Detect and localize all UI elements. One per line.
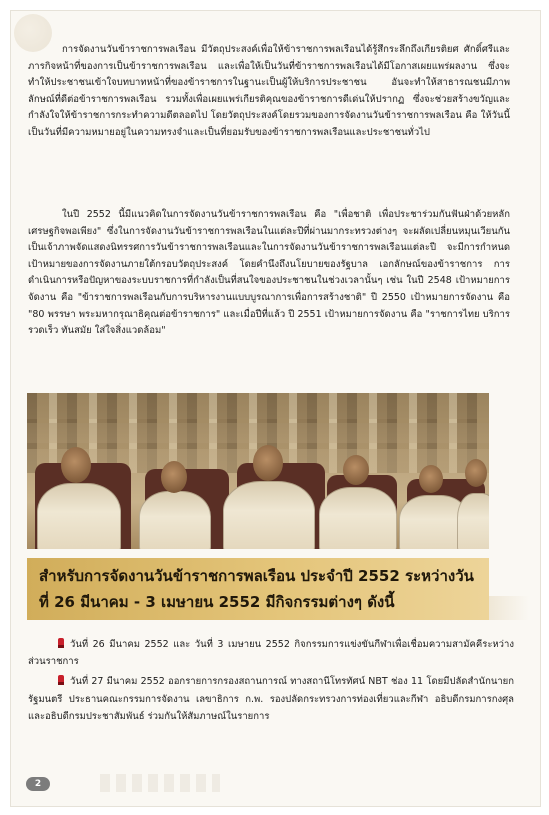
activities-banner bbox=[27, 558, 489, 620]
goals-paragraph: ในปี 2552 นี้มีแนวคิดในการจัดงานวันข้าราชการพลเรือน คือ "เพื่อชาติ เพื่อประชาร่วมกันฟันฝ่าด้วยหลักเศรษฐกิจพอเพียง" ซึ่งในการจัดงานวันข้าราชการพลเรือนในแต่ละปีที่ผ่านมากระทรวงต่างๆ จะผลัดเปลี่ยนหมุนเวียนกันเป็นเจ้าภาพจัดแสดงนิทรรศการวันข้าราชการพลเรือนและในการจัดงานวันข้าราชการพลเรือนแต่ละปี จะมีการกำหนดเป้าหมายของการจัดงานภายใต้กรอบวัตถุประสงค์ โดยคำนึงถึงนโยบายของรัฐบาล เอกลักษณ์ของข้าราชการ การดำเนินการหรือปัญหาของระบบราชการที่กำลังเป็นที่สนใจของประชาชนในช่วงเวลานั้นๆ เช่น ในปี 2548 เป้าหมายการจัดงาน คือ "ข้าราชการพลเรือนกับการบริหารงานแบบบูรณาการเพื่อการสร้างชาติ" ปี 2550 เป้าหมายการจัดงาน คือ "80 พรรษา พระมหากรุณาธิคุณต่อข้าราชการ" และเมื่อปีที่แล้ว ปี 2551 เป้าหมายการจัดงาน คือ "ราชการไทย บริการรวดเร็ว ทันสมัย ใส่ใจสิ่งแวดล้อม" bbox=[28, 209, 510, 337]
activities-list bbox=[28, 636, 514, 728]
intro-paragraph: การจัดงานวันข้าราชการพลเรือน มีวัตถุประสงค์เพื่อให้ข้าราชการพลเรือนได้รู้สึกระลึกถึงเกียรติยศ ศักดิ์ศรีและภารกิจหน้าที่ของการเป็นข้าราชการพลเรือน และเพื่อให้เป็นวันที่ข้าราชการพลเรือนได้มีโอกาสเผยแพร่ผลงาน ซึ่งจะทำให้ประชาชนเข้าใจบทบาทหน้าที่ของข้าราชการในฐานะเป็นผู้ให้บริการประชาชน อันจะทำให้สาธารณชนมีภาพลักษณ์ที่ดีต่อข้าราชการพลเรือน รวมทั้งเพื่อเผยแพร่เกียรติคุณของข้าราชการดีเด่นให้ปรากฏ ซึ่งจะช่วยสร้างขวัญและกำลังใจให้ข้าราชการกระทำความดีตลอดไป โดยวัตถุประสงค์โดยรวมของการจัดงานวันข้าราชการพลเรือน คือ ให้วันนี้เป็นวันที่มีความหมายอยู่ในความทรงจำและเป็นที่ยอมรับของข้าราชการพลเรือนและประชาชนทั่วไป bbox=[28, 44, 510, 138]
banner-heading: สำหรับการจัดงานวันข้าราชการพลเรือน ประจำปี 2552 ระหว่างวันที่ 26 มีนาคม - 3 เมษายน 2552 มีกิจกรรมต่างๆ ดังนี้ bbox=[39, 567, 474, 611]
footer-decoration bbox=[100, 774, 220, 792]
list-item bbox=[28, 636, 514, 670]
goals-section bbox=[28, 207, 510, 340]
pushpin-icon bbox=[58, 638, 64, 648]
list-item bbox=[28, 673, 514, 725]
pushpin-icon bbox=[58, 675, 64, 685]
list-item-text: วันที่ 26 มีนาคม 2552 และ วันที่ 3 เมษายน 2552 กิจกรรมการแข่งขันกีฬาเพื่อเชื่อมความสามัคคีระหว่างส่วนราชการ bbox=[28, 639, 514, 668]
banner-shadow bbox=[489, 596, 529, 620]
intro-section bbox=[28, 42, 510, 142]
audience-photo bbox=[27, 393, 489, 549]
list-item-text: วันที่ 27 มีนาคม 2552 ออกรายการกรองสถานการณ์ ทางสถานีโทรทัศน์ NBT ช่อง 11 โดยมีปลัดสำนักนายกรัฐมนตรี ประธานคณะกรรมการจัดงาน เลขาธิการ ก.พ. รองปลัดกระทรวงการท่องเที่ยวและกีฬา อธิบดีกรมการกงศุล และอธิบดีกรมประชาสัมพันธ์ ร่วมกันให้สัมภาษณ์ในรายการ bbox=[28, 676, 514, 722]
page-number-badge: 2 bbox=[26, 777, 50, 791]
